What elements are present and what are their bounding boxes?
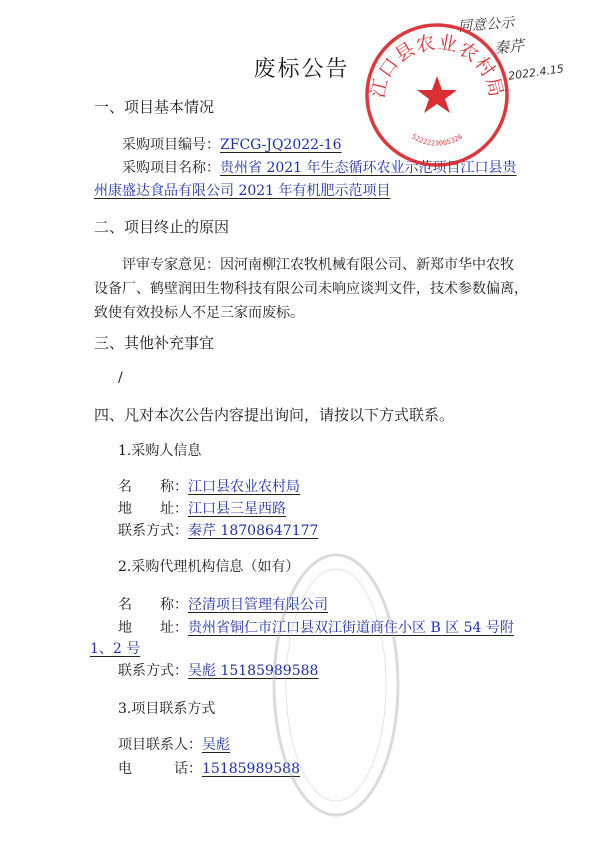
- project-code-line: [122, 134, 342, 154]
- agency-contact-label: 联系方式：: [118, 663, 188, 679]
- reason-line-1: 评审专家意见：因河南柳江农牧机械有限公司、新郑市华中农牧: [122, 257, 514, 273]
- project-code-value: ZFCG-JQ2022-16: [220, 137, 342, 153]
- svg-text:5222223005326: [410, 133, 464, 148]
- section-2-heading: 二、项目终止的原因: [94, 218, 230, 236]
- handwritten-date: 2022.4.15: [507, 62, 565, 83]
- star-icon: [417, 76, 457, 113]
- project-contact-heading: 3.项目联系方式: [118, 701, 216, 717]
- purchaser-name-line: [118, 476, 300, 496]
- agency-address-label: 地 址：: [118, 620, 188, 636]
- page-title: 废标公告: [253, 57, 350, 82]
- purchaser-address-label: 地 址：: [118, 501, 188, 517]
- section-3-heading: 三、其他补充事宜: [94, 334, 215, 352]
- handwritten-approval: 同意公示: [457, 15, 515, 35]
- agency-name-value: 泾清项目管理有限公司: [188, 597, 328, 613]
- agency-heading: 2.采购代理机构信息（如有）: [118, 559, 300, 575]
- purchaser-address-line: [118, 498, 286, 518]
- purchaser-contact-value: 秦芹 18708647177: [188, 523, 319, 539]
- section-4-heading: 四、凡对本次公告内容提出询问，请按以下方式联系。: [94, 406, 455, 424]
- purchaser-contact-label: 联系方式：: [118, 523, 188, 539]
- project-code-label: 采购项目编号：: [122, 137, 220, 153]
- agency-contact-value: 吴彪 15185989588: [188, 663, 319, 679]
- project-phone-value: 15185989588: [202, 761, 300, 777]
- project-person-line: [118, 734, 230, 754]
- section-1-heading: 一、项目基本情况: [94, 98, 215, 116]
- agency-address-value-1: 贵州省铜仁市江口县双江街道商住小区 B 区 54 号附: [188, 620, 514, 636]
- purchaser-contact-line: [118, 520, 318, 540]
- handwritten-signature: 秦芹: [493, 36, 525, 58]
- project-phone-label: 电 话：: [118, 761, 202, 777]
- purchaser-name-value: 江口县农业农村局: [188, 479, 300, 495]
- agency-address-value-2: 1、2 号: [90, 641, 141, 657]
- stamp-text: 江口县农业农村局: [366, 31, 508, 101]
- reason-line-3: 致使有效投标人不足三家而废标。: [94, 305, 304, 321]
- faint-stamp-mark: [266, 540, 406, 830]
- purchaser-address-value: 江口县三星西路: [188, 501, 286, 517]
- purchaser-heading: 1.采购人信息: [118, 443, 202, 459]
- purchaser-name-label: 名 称：: [118, 479, 188, 495]
- project-name-label: 采购项目名称：: [122, 160, 220, 176]
- project-name-value-1: 贵州省 2021 年生态循环农业示范项目江口县贵: [220, 160, 517, 176]
- reason-line-2: 设备厂、鹤壁润田生物科技有限公司未响应谈判文件，技术参数偏离，: [94, 281, 528, 297]
- stamp-number: 5222223005326: [410, 132, 464, 148]
- agency-name-label: 名 称：: [118, 597, 188, 613]
- project-name-value-2: 州康盛达食品有限公司 2021 年有机肥示范项目: [94, 183, 391, 199]
- official-seal-stamp: [362, 20, 512, 170]
- project-person-label: 项目联系人：: [118, 737, 202, 753]
- supplement-value: /: [118, 370, 123, 386]
- project-person-value: 吴彪: [202, 737, 230, 753]
